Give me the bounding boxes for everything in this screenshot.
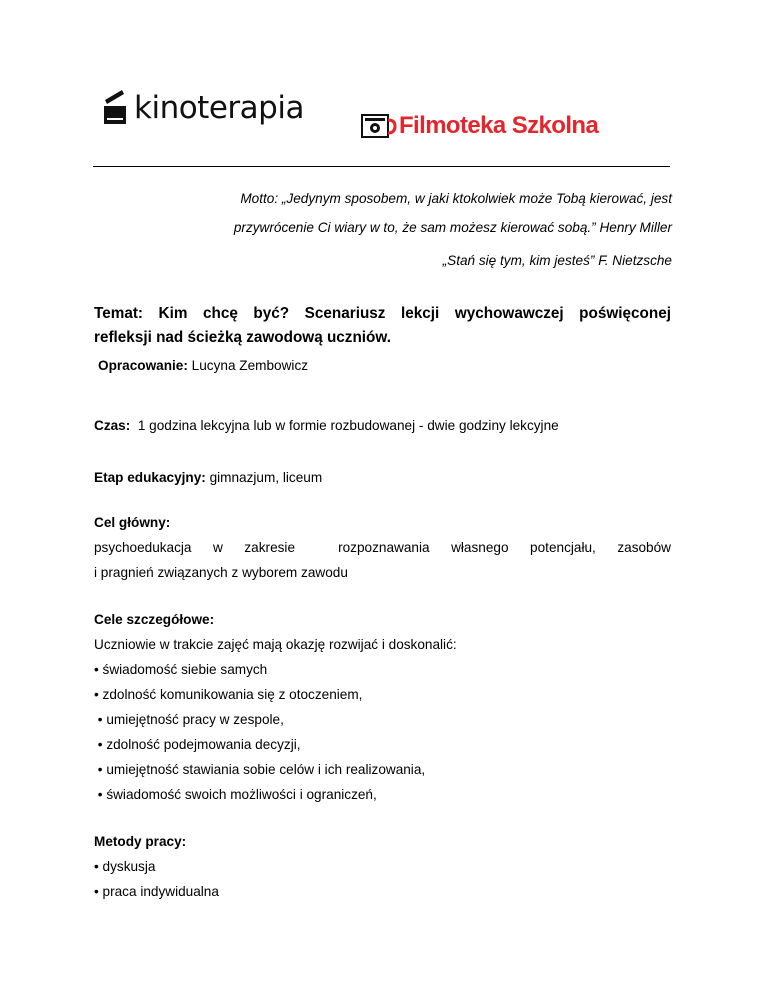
header-divider (93, 166, 670, 167)
motto-line-1: Motto: „Jedynym sposobem, w jaki ktokolwiek może Tobą kierować, jest (240, 191, 672, 206)
detailed-goal-item: • zdolność podejmowania decyzji, (94, 737, 301, 752)
nietzsche-quote: „Stań się tym, kim jesteś” F. Nietzsche (442, 253, 672, 268)
detailed-goal-item: • umiejętność pracy w zespole, (94, 712, 284, 727)
filmoteka-wordmark: Filmoteka Szkolna (399, 112, 599, 139)
topic-line-1: Temat: Kim chcę być? Scenariusz lekcji wychowawczej poświęconej (94, 305, 671, 322)
main-goal-label: Cel główny: (94, 515, 171, 530)
methods-label: Metody pracy: (94, 834, 187, 849)
author-value: Lucyna Zembowicz (187, 358, 309, 373)
detailed-goals-label: Cele szczegółowe: (94, 612, 215, 627)
lesson-topic (94, 302, 671, 350)
stage-label: Etap edukacyjny: (94, 470, 206, 485)
time-value: 1 godzina lekcyjna lub w formie rozbudowanej - dwie godziny lekcyjne (130, 418, 559, 433)
method-item: • praca indywidualna (94, 884, 219, 899)
detailed-goals-intro: Uczniowie w trakcie zajęć mają okazję rozwijać i doskonalić: (94, 637, 457, 652)
topic-line-2: refleksji nad ścieżką zawodową uczniów. (94, 329, 391, 346)
main-goal-line-1: psychoedukacja w zakresie rozpoznawania własnego potencjału, zasobów (94, 540, 671, 555)
kinoterapia-logo (102, 86, 304, 130)
clapperboard-icon (102, 88, 128, 128)
detailed-goal-item: • umiejętność stawiania sobie celów i ich realizowania, (94, 762, 426, 777)
film-projector-icon (361, 112, 397, 140)
method-item: • dyskusja (94, 859, 156, 874)
author-row (98, 358, 308, 373)
motto-line-2: przywrócenie Ci wiary w to, że sam możesz kierować sobą.” Henry Miller (233, 220, 672, 235)
stage-value: gimnazjum, liceum (205, 470, 323, 485)
time-row (94, 418, 559, 433)
time-label: Czas: (94, 418, 131, 433)
main-goal-line-2: i pragnień związanych z wyborem zawodu (94, 565, 348, 580)
stage-row (94, 470, 322, 485)
detailed-goal-item: • świadomość siebie samych (94, 662, 268, 677)
kinoterapia-wordmark: kinoterapia (134, 90, 304, 126)
detailed-goal-item: • zdolność komunikowania się z otoczeniem, (94, 687, 363, 702)
author-label: Opracowanie: (98, 358, 188, 373)
filmoteka-logo (361, 112, 598, 140)
detailed-goal-item: • świadomość swoich możliwości i ograniczeń, (94, 787, 377, 802)
